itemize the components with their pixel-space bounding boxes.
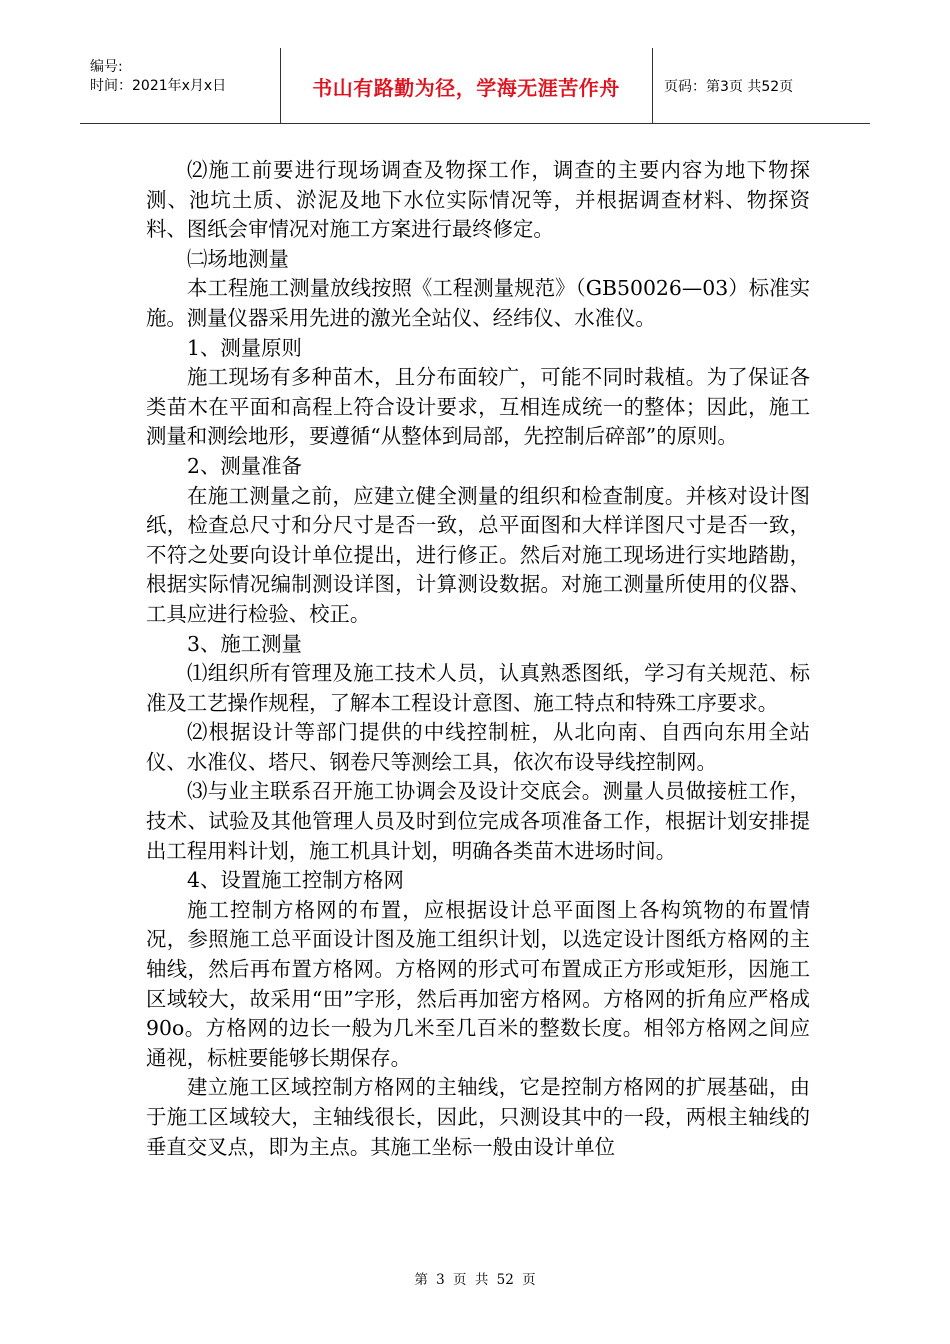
- body-paragraph: 在施工测量之前，应建立健全测量的组织和检查制度。并核对设计图纸，检查总尺寸和分尺寸是否一致，总平面图和大样详图尺寸是否一致，不符之处要向设计单位提出，进行修正。然后对施工现场进行实地踏勘，根据实际情况编制测设详图，计算测设数据。对施工测量所使用的仪器、工具应进行检验、校正。: [146, 483, 810, 626]
- document-body: [146, 156, 810, 1162]
- subsection-heading: 1、测量原则: [187, 335, 302, 360]
- header-page-info: 页码：第3页 共52页: [664, 79, 794, 95]
- document-time-label: 时间：2021年x月x日: [90, 78, 227, 94]
- body-paragraph: ⑵施工前要进行现场调查及物探工作，调查的主要内容为地下物探测、池坑土质、淤泥及地下水位实际情况等，并根据调查材料、物探资料、图纸会审情况对施工方案进行最终修定。: [146, 158, 810, 242]
- subsection-heading: 4、设置施工控制方格网: [187, 868, 404, 893]
- body-paragraph: ⑴组织所有管理及施工技术人员，认真熟悉图纸，学习有关规范、标准及工艺操作规程，了解本工程设计意图、施工特点和特殊工序要求。: [146, 661, 810, 715]
- document-meta: [90, 58, 226, 96]
- body-paragraph: 建立施工区域控制方格网的主轴线，它是控制方格网的扩展基础，由于施工区域较大，主轴线很长，因此，只测设其中的一段，两根主轴线的垂直交叉点，即为主点。其施工坐标一般由设计单位: [146, 1075, 810, 1159]
- section-heading: ㈡场地测量: [187, 246, 289, 271]
- page-header: [80, 48, 870, 124]
- subsection-heading: 2、测量准备: [187, 453, 302, 478]
- header-motto: 书山有路勤为径，学海无涯苦作舟: [312, 75, 620, 100]
- body-paragraph: ⑵根据设计等部门提供的中线控制桩，从北向南、自西向东用全站仪、水准仪、塔尺、钢卷尺等测绘工具，依次布设导线控制网。: [146, 720, 810, 774]
- body-paragraph: 本工程施工测量放线按照《工程测量规范》（GB50026—03）标准实施。测量仪器采用先进的激光全站仪、经纬仪、水准仪。: [146, 276, 810, 330]
- body-paragraph: 施工现场有多种苗木，且分布面较广，可能不同时栽植。为了保证各类苗木在平面和高程上符合设计要求，互相连成统一的整体；因此，施工测量和测绘地形，要遵循“从整体到局部，先控制后碎部”的原则。: [146, 365, 810, 449]
- header-divider: [652, 48, 653, 124]
- subsection-heading: 3、施工测量: [187, 631, 302, 656]
- body-paragraph: 施工控制方格网的布置，应根据设计总平面图上各构筑物的布置情况，参照施工总平面设计图及施工组织计划，以选定设计图纸方格网的主轴线，然后再布置方格网。方格网的形式可布置成正方形或矩形，因施工区域较大，故采用“田”字形，然后再加密方格网。方格网的折角应严格成90o。方格网的边长一般为几米至几百米的整数长度。相邻方格网之间应通视，标桩要能够长期保存。: [146, 897, 810, 1070]
- document-number-label: 编号:: [90, 59, 123, 75]
- page-footer: 第 3 页 共 52 页: [414, 1272, 536, 1288]
- body-paragraph: ⑶与业主联系召开施工协调会及设计交底会。测量人员做接桩工作，技术、试验及其他管理人员及时到位完成各项准备工作，根据计划安排提出工程用料计划，施工机具计划，明确各类苗木进场时间。: [146, 779, 810, 863]
